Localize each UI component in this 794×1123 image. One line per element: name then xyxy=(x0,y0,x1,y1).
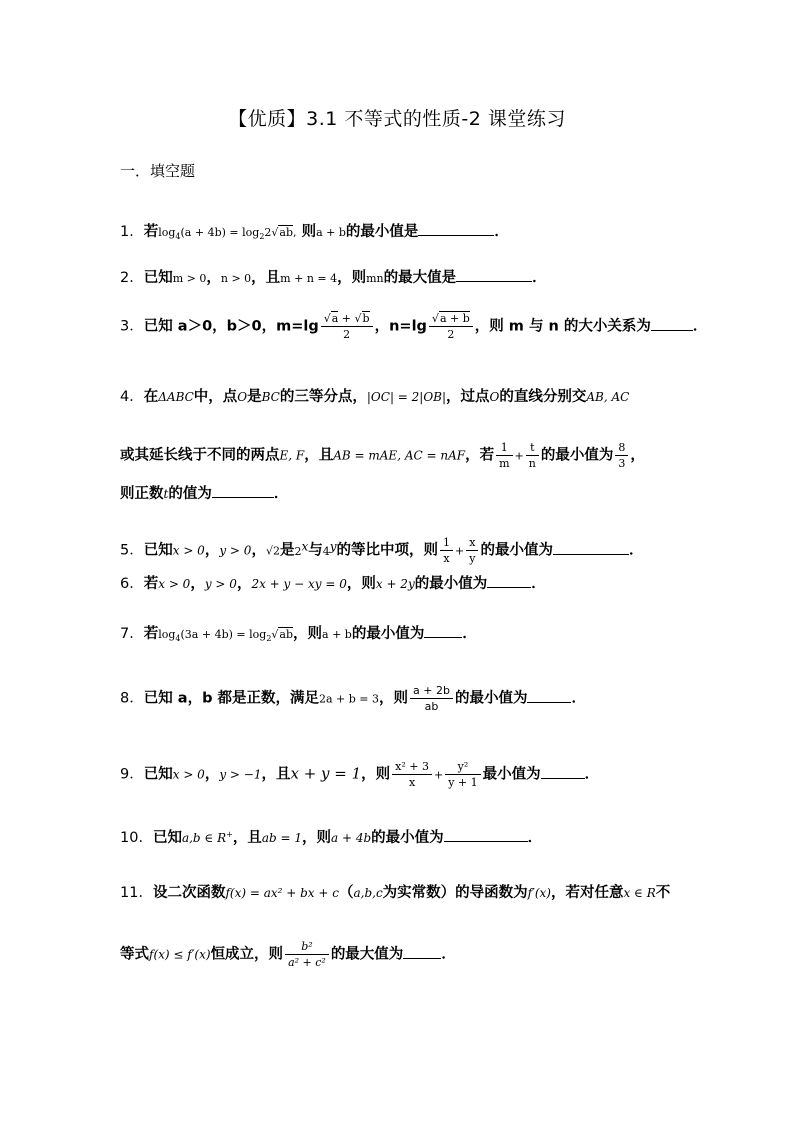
question-4-line-3: 则正数t的值为 ． xyxy=(120,486,289,502)
math-expression: a + b xyxy=(316,226,346,239)
math-expression: O xyxy=(237,390,248,404)
math-expression: 2a + b = 3 xyxy=(319,692,380,706)
question-3: 3．已知 a＞0，b＞0，m=lg $\frac{√a + √b}{2}$ ，n=lg $\frac{√a + b}{2}$ ，则 m 与 n 的大小关系为 ． xyxy=(120,312,708,341)
math-expression: t xyxy=(163,487,169,501)
math-expression: mn xyxy=(366,272,384,285)
question-9: 9．已知x > 0，y > −1，且x + y = 1，则 $\frac{\text{x² + 3}}{x}$ + $\frac{\text{y²}}{y + 1}$ 最小值为 ． xyxy=(120,760,600,789)
math-expression: $\log_4(a + 4b) = \log_22√ab$, xyxy=(158,226,297,242)
math-expression: y > 0 xyxy=(219,543,252,558)
page-title: 【优质】3.1 不等式的性质-2 课堂练习 xyxy=(228,108,566,130)
question-number: 7． xyxy=(120,626,144,642)
math-expression: a,b ∈ R+ xyxy=(181,830,233,845)
question-8: 8．已知 a，b 都是正数，满足2a + b = 3，则 $\frac{a + 2b}{ab}$ 的最小值为 ． xyxy=(120,684,586,713)
answer-blank[interactable] xyxy=(527,690,571,703)
question-number: 2． xyxy=(120,270,144,286)
math-expression: x > 0 xyxy=(172,543,205,558)
fraction: $\frac{8}{3}$ xyxy=(615,441,628,470)
question-11-line-2: 等式f(x) ≤ f′(x)恒成立，则 $\frac{\text{b²}}{\text{a² + c²}}$ 的最大值为 ． xyxy=(120,940,456,969)
section-heading: 一．填空题 xyxy=(120,162,196,180)
question-1: 1．若$\log_4(a + 4b) = \log_22√ab$, 则a + b的最小值是 ． xyxy=(120,224,509,242)
math-expression: O xyxy=(489,390,500,404)
math-expression: a + b xyxy=(322,628,352,641)
math-expression: 2x + y − xy = 0 xyxy=(251,577,347,591)
fraction: $\frac{x}{y}$ xyxy=(466,536,478,565)
math-expression: |OC| = 2|OB| xyxy=(366,390,447,404)
answer-blank[interactable] xyxy=(212,485,274,498)
answer-blank[interactable] xyxy=(418,223,494,236)
math-expression: a,b,c xyxy=(353,886,383,900)
math-expression: 2$^x$ xyxy=(294,538,309,558)
math-expression: m + n = 4 xyxy=(280,272,338,285)
answer-blank[interactable] xyxy=(456,269,532,282)
math-expression: BC xyxy=(261,390,280,404)
answer-blank[interactable] xyxy=(403,946,441,959)
answer-blank[interactable] xyxy=(424,625,462,638)
answer-blank[interactable] xyxy=(553,542,629,555)
math-expression: AB = mAE, AC = nAF xyxy=(333,448,466,463)
question-11: 11．设二次函数f(x) = ax² + bx + c（a,b,c为实常数）的导函数为f′(x)，若对任意x ∈ R不 xyxy=(120,885,671,901)
answer-blank[interactable] xyxy=(541,766,585,779)
math-expression: y > 0 xyxy=(204,577,237,591)
fraction: $\frac{\text{y²}}{y + 1}$ xyxy=(445,760,480,789)
fraction: $\frac{√a + √b}{2}$ xyxy=(321,312,373,341)
question-number: 1． xyxy=(120,224,144,240)
math-expression: 4$^y$ xyxy=(322,538,337,558)
math-expression: x ∈ R xyxy=(623,886,656,900)
question-6: 6．若x > 0，y > 0，2x + y − xy = 0，则x + 2y的最小值为 ． xyxy=(120,576,546,592)
math-expression: m > 0 xyxy=(172,272,207,285)
question-number: 3． xyxy=(120,318,144,335)
math-expression: √2 xyxy=(265,544,280,558)
math-expression: y > −1 xyxy=(219,767,262,782)
question-4-line-2: 或其延长线于不同的两点E, F，且AB = mAE, AC = nAF，若 $\frac{1}{m}$ + $\frac{t}{n}$ 的最小值为 $\frac{8}{3}$ ， xyxy=(120,441,645,470)
fraction: $\frac{a + 2b}{ab}$ xyxy=(410,684,453,713)
math-expression: E, F xyxy=(279,448,305,463)
math-expression: n > 0 xyxy=(220,272,252,285)
fraction: $\frac{√a + b}{2}$ xyxy=(429,312,473,341)
math-expression: $\log_4(3a + 4b) = \log_2√ab$ xyxy=(158,628,294,644)
question-number: 11． xyxy=(120,885,153,901)
math-expression: x + y = 1 xyxy=(290,764,362,783)
question-2: 2．已知m > 0，n > 0，且m + n = 4，则mn的最大值是 ． xyxy=(120,270,547,286)
fraction: $\frac{\text{b²}}{\text{a² + c²}}$ xyxy=(285,940,329,969)
math-expression: f′(x) xyxy=(527,886,551,900)
question-number: 10． xyxy=(120,830,153,846)
question-4: 4．在ΔABC中，点O是BC的三等分点，|OC| = 2|OB|，过点O的直线分别交AB, AC xyxy=(120,389,630,405)
answer-blank[interactable] xyxy=(487,575,531,588)
math-expression: ab = 1 xyxy=(261,831,303,845)
question-number: 8． xyxy=(120,690,144,707)
math-expression: AB, AC xyxy=(586,390,630,404)
math-expression: f(x) ≤ f′(x) xyxy=(149,947,211,962)
math-expression: x > 0 xyxy=(172,767,205,782)
answer-blank[interactable] xyxy=(444,829,528,842)
math-expression: a + 4b xyxy=(331,831,372,845)
math-expression: ΔABC xyxy=(158,390,194,404)
question-number: 5． xyxy=(120,542,144,559)
question-7: 7．若$\log_4(3a + 4b) = \log_2√ab$，则a + b的最小值为 ． xyxy=(120,626,477,644)
math-expression: f(x) = ax² + bx + c xyxy=(225,886,339,900)
question-10: 10．已知a,b ∈ R+，且ab = 1，则a + 4b的最小值为 ． xyxy=(120,830,543,846)
question-number: 9． xyxy=(120,766,144,783)
question-number: 6． xyxy=(120,576,144,592)
fraction: $\frac{1}{x}$ xyxy=(440,536,453,565)
answer-blank[interactable] xyxy=(651,318,693,331)
math-expression: x > 0 xyxy=(158,577,191,591)
fraction: $\frac{\text{x² + 3}}{x}$ xyxy=(392,760,432,789)
math-expression: x + 2y xyxy=(375,577,415,591)
question-number: 4． xyxy=(120,389,144,405)
fraction: $\frac{1}{m}$ xyxy=(496,441,512,470)
fraction: $\frac{t}{n}$ xyxy=(526,441,539,470)
question-5: 5．已知x > 0，y > 0，√2是2$^x$与4$^y$的等比中项，则 $\frac{1}{x}$ + $\frac{x}{y}$ 的最小值为 ． xyxy=(120,536,644,565)
